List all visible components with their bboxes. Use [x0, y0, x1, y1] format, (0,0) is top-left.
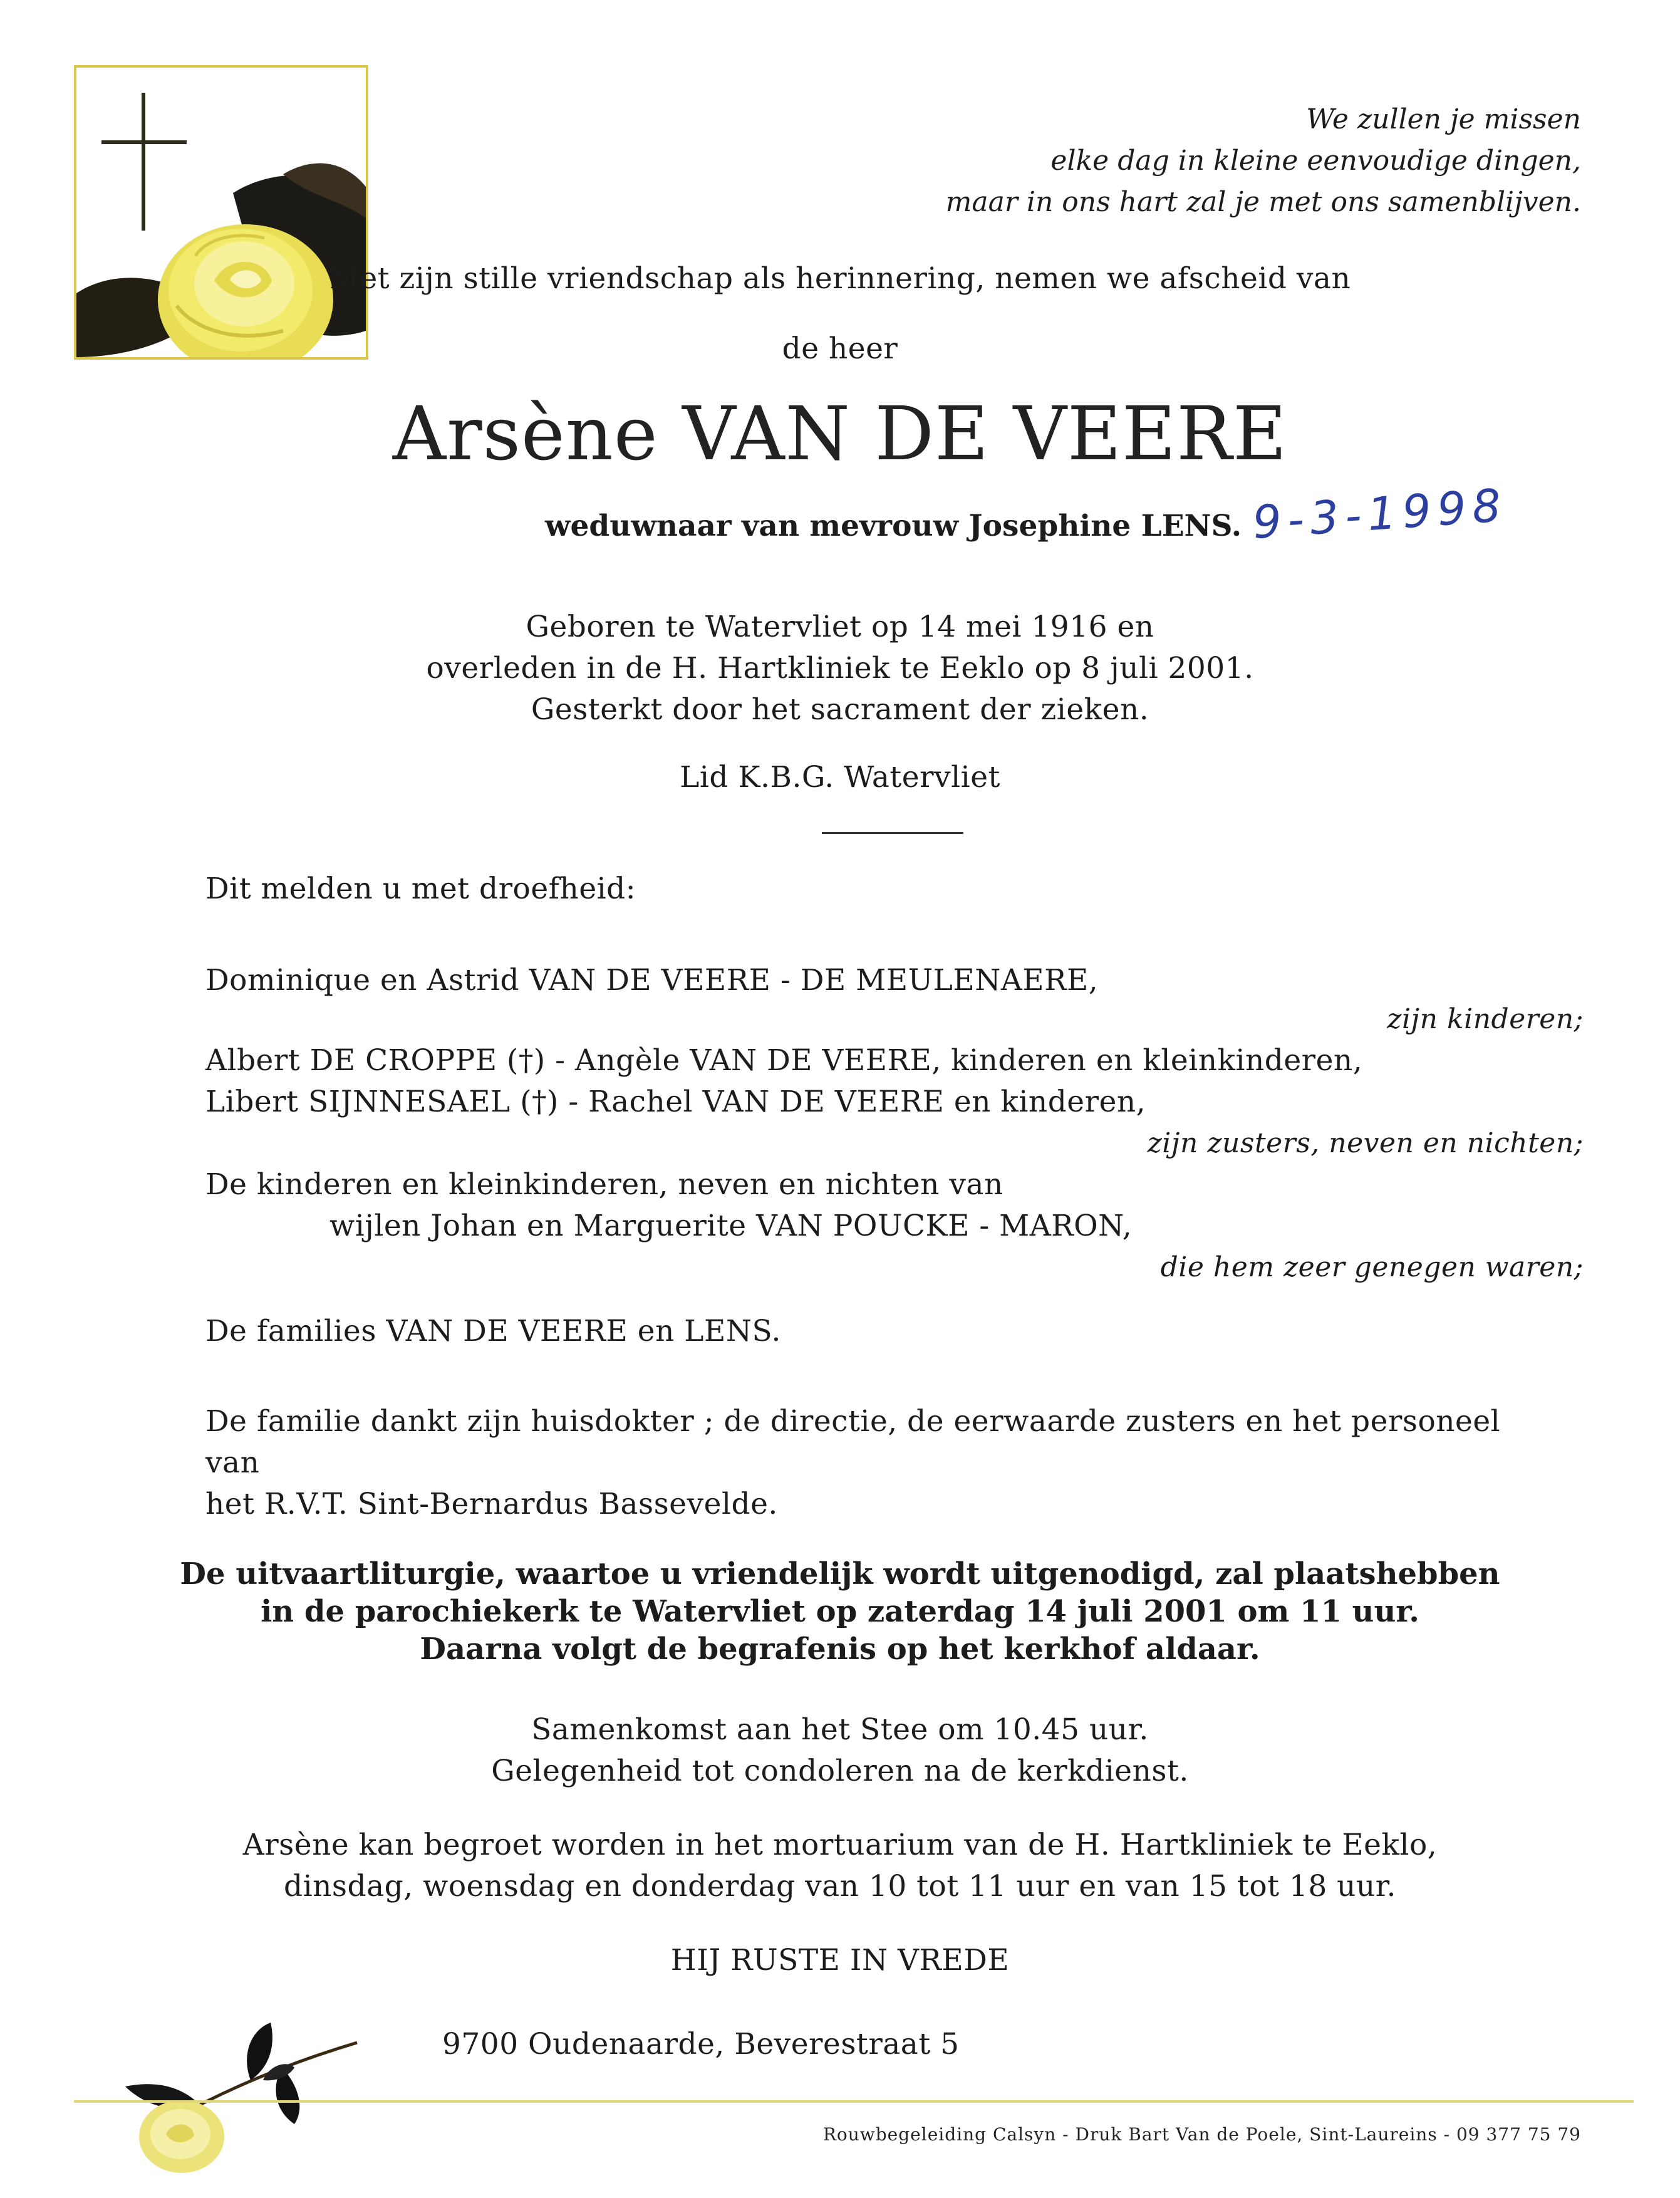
family-list — [205, 960, 1584, 1352]
condolence-line: Gelegenheid tot condoleren na de kerkdienst. — [491, 1754, 1189, 1788]
poem-line: We zullen je missen — [1306, 103, 1581, 135]
viewing-line: dinsdag, woensdag en donderdag van 10 tot 11 uur en van 15 tot 18 uur. — [284, 1869, 1396, 1904]
sisters-relation: zijn zusters, neven en nichten; — [1147, 1127, 1584, 1159]
address: 9700 Oudenaarde, Beverestraat 5 — [442, 2027, 960, 2061]
notice-text: Dit melden u met droefheid: — [205, 872, 636, 906]
divider — [822, 832, 963, 834]
gathering-info — [0, 1709, 1680, 1792]
widow-text: weduwnaar van mevrouw Josephine LENS. — [545, 509, 1242, 543]
poem-line: elke dag in kleine eenvoudige dingen, — [1050, 145, 1581, 177]
nephews-relation: die hem zeer genegen waren; — [1160, 1251, 1584, 1283]
nephews-line: wijlen Johan en Marguerite VAN POUCKE - MARON, — [329, 1209, 1133, 1243]
liturgy-line: in de parochiekerk te Watervliet op zaterdag 14 juli 2001 om 11 uur. — [261, 1594, 1419, 1629]
deceased-name: Arsène VAN DE VEERE — [392, 390, 1288, 477]
poem-line: maar in ons hart zal je met ons samenblijven. — [945, 186, 1581, 218]
title-text: de heer — [782, 331, 898, 366]
birth-death-info — [0, 607, 1680, 731]
thanks-line: het R.V.T. Sint-Bernardus Bassevelde. — [205, 1487, 778, 1521]
printer-credit: Rouwbegeleiding Calsyn - Druk Bart Van de Poele, Sint-Laureins - 09 377 75 79 — [822, 2124, 1581, 2145]
membership-text: Lid K.B.G. Watervliet — [680, 760, 1000, 794]
died-line: overleden in de H. Hartkliniek te Eeklo op 8 juli 2001. — [426, 651, 1254, 685]
footer-rule — [74, 2100, 1634, 2103]
children-relation: zijn kinderen; — [1387, 1003, 1584, 1035]
thanks-line: De familie dankt zijn huisdokter ; de directie, de eerwaarde zusters en het personeel van — [205, 1404, 1501, 1480]
bottom-rose-image — [106, 1986, 370, 2174]
cross-rose-photo — [74, 65, 368, 360]
intro-text: Met zijn stille vriendschap als herinnering, nemen we afscheid van — [329, 261, 1351, 296]
nephews-line: De kinderen en kleinkinderen, neven en nichten van — [205, 1167, 1003, 1202]
sister-line: Libert SIJNNESAEL (†) - Rachel VAN DE VEERE en kinderen, — [205, 1085, 1146, 1119]
sacrament-line: Gesterkt door het sacrament der zieken. — [531, 692, 1149, 727]
liturgy-line: De uitvaartliturgie, waartoe u vriendelijk wordt uitgenodigd, zal plaatshebben — [180, 1556, 1500, 1591]
rose-icon — [106, 1986, 370, 2174]
cross-rose-illustration — [76, 68, 366, 357]
gathering-line: Samenkomst aan het Stee om 10.45 uur. — [531, 1712, 1149, 1747]
thanks-text — [205, 1401, 1521, 1525]
born-line: Geboren te Watervliet op 14 mei 1916 en — [526, 610, 1154, 644]
viewing-line: Arsène kan begroet worden in het mortuarium van de H. Hartkliniek te Eeklo, — [242, 1828, 1438, 1862]
poem — [829, 99, 1581, 223]
liturgy-announcement — [0, 1555, 1680, 1668]
handwritten-date: 9-3-1998 — [1251, 478, 1509, 549]
families-line: De families VAN DE VEERE en LENS. — [205, 1314, 781, 1348]
children-line: Dominique en Astrid VAN DE VEERE - DE MEULENAERE, — [205, 963, 1099, 997]
liturgy-line: Daarna volgt de begrafenis op het kerkhof aldaar. — [420, 1632, 1260, 1667]
rest-in-peace: HIJ RUSTE IN VREDE — [670, 1943, 1010, 1977]
viewing-info — [0, 1825, 1680, 1907]
sister-line: Albert DE CROPPE (†) - Angèle VAN DE VEERE, kinderen en kleinkinderen, — [205, 1043, 1363, 1078]
